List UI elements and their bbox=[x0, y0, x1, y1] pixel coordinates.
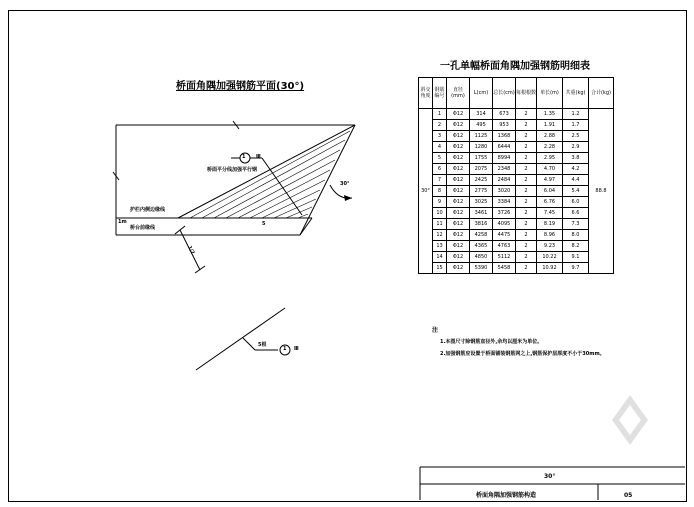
cell-dia: Φ12 bbox=[447, 241, 470, 252]
cell-total: 4475 bbox=[493, 230, 516, 241]
cell-total: 3020 bbox=[493, 186, 516, 197]
cell-count: 2 bbox=[516, 186, 537, 197]
cell-count: 2 bbox=[516, 241, 537, 252]
cell-total: 953 bbox=[493, 120, 516, 131]
cell-no: 9 bbox=[433, 197, 447, 208]
cell-count: 2 bbox=[516, 175, 537, 186]
cell-count: 2 bbox=[516, 142, 537, 153]
header-cell: 每根根数 bbox=[516, 78, 537, 109]
sheet-number: 05 bbox=[624, 492, 633, 499]
table-row bbox=[419, 197, 614, 208]
header-cell: 钢筋编号 bbox=[433, 78, 447, 109]
cell-total: 4095 bbox=[493, 219, 516, 230]
table-row bbox=[419, 263, 614, 274]
cell-wt: 9.7 bbox=[563, 263, 589, 274]
cell-dia: Φ12 bbox=[447, 131, 470, 142]
cell-count: 2 bbox=[516, 109, 537, 120]
plan-title: 桥面角隅加强钢筋平面(30°) bbox=[176, 81, 305, 92]
table-row bbox=[419, 175, 614, 186]
cell-l: 4850 bbox=[470, 252, 493, 263]
cell-l: 3025 bbox=[470, 197, 493, 208]
cell-dia: Φ12 bbox=[447, 219, 470, 230]
watermark-logo bbox=[612, 395, 648, 445]
header-cell: 合计(kg) bbox=[589, 78, 614, 109]
rebar-diagonal bbox=[178, 125, 355, 218]
cell-l: 314 bbox=[470, 109, 493, 120]
table-row bbox=[419, 120, 614, 131]
cell-no: 7 bbox=[433, 175, 447, 186]
cell-l: 1755 bbox=[470, 153, 493, 164]
cell-count: 2 bbox=[516, 153, 537, 164]
cell-dia: Φ12 bbox=[447, 186, 470, 197]
cell-wt: 9.1 bbox=[563, 252, 589, 263]
cell-no: 12 bbox=[433, 230, 447, 241]
table-row bbox=[419, 252, 614, 263]
cell-dia: Φ12 bbox=[447, 197, 470, 208]
table-row bbox=[419, 186, 614, 197]
cell-dia: Φ12 bbox=[447, 109, 470, 120]
cell-total: 1368 bbox=[493, 131, 516, 142]
cell-wt: 1.2 bbox=[563, 109, 589, 120]
note-item: 2.加强钢筋应设置于桥面铺装钢筋网之上,钢筋保护层厚度不小于30mm。 bbox=[440, 351, 605, 357]
cell-wt: 2.5 bbox=[563, 131, 589, 142]
cell-dia: Φ12 bbox=[447, 263, 470, 274]
cell-count: 2 bbox=[516, 219, 537, 230]
cell-dia: Φ12 bbox=[447, 120, 470, 131]
angle-label: 30° bbox=[340, 181, 350, 187]
cell-total: 6444 bbox=[493, 142, 516, 153]
small-dim-label: 1m bbox=[118, 219, 127, 225]
table-title: 一孔单幅桥面角隅加强钢筋明细表 bbox=[440, 61, 590, 72]
cell-l: 3816 bbox=[470, 219, 493, 230]
cell-len: 6.04 bbox=[537, 186, 563, 197]
cell-wt: 3.8 bbox=[563, 153, 589, 164]
header-cell: L(cm) bbox=[470, 78, 493, 109]
cell-count: 2 bbox=[516, 120, 537, 131]
cell-count: 2 bbox=[516, 131, 537, 142]
cell-l: 5390 bbox=[470, 263, 493, 274]
dimension-label: 1/2 bbox=[186, 244, 196, 256]
cell-total: 5458 bbox=[493, 263, 516, 274]
cell-len: 9.23 bbox=[537, 241, 563, 252]
cell-len: 1.35 bbox=[537, 109, 563, 120]
cell-l: 4258 bbox=[470, 230, 493, 241]
cell-l: 3461 bbox=[470, 208, 493, 219]
cell-wt: 4.2 bbox=[563, 164, 589, 175]
cell-count: 2 bbox=[516, 252, 537, 263]
header-cell: 共重(kg) bbox=[563, 78, 589, 109]
cell-wt: 5.4 bbox=[563, 186, 589, 197]
cell-dia: Φ12 bbox=[447, 208, 470, 219]
cell-len: 8.19 bbox=[537, 219, 563, 230]
cell-no: 3 bbox=[433, 131, 447, 142]
cell-len: 2.88 bbox=[537, 131, 563, 142]
cell-count: 2 bbox=[516, 208, 537, 219]
cell-total: 3726 bbox=[493, 208, 516, 219]
cell-no: 1 bbox=[433, 109, 447, 120]
header-cell: 直径(mm) bbox=[447, 78, 470, 109]
angle-cell: 30° bbox=[419, 109, 433, 274]
cell-count: 2 bbox=[516, 230, 537, 241]
total-cell: 88.8 bbox=[589, 109, 614, 274]
rebar-schedule-table bbox=[418, 77, 614, 274]
cell-no: 4 bbox=[433, 142, 447, 153]
detail-leader bbox=[243, 338, 255, 350]
cell-len: 10.22 bbox=[537, 252, 563, 263]
cell-total: 673 bbox=[493, 109, 516, 120]
cell-count: 2 bbox=[516, 164, 537, 175]
parallel-label: 桥面平分线加强平行钢 bbox=[207, 167, 258, 173]
cell-len: 4.97 bbox=[537, 175, 563, 186]
drawing-title: 桥面角隅加强钢筋构造 bbox=[476, 492, 537, 499]
header-cell: 总长(cm) bbox=[493, 78, 516, 109]
note-item: 1.本图尺寸除钢筋直径外,余均以厘米为单位。 bbox=[440, 339, 543, 345]
cell-l: 2425 bbox=[470, 175, 493, 186]
cell-no: 6 bbox=[433, 164, 447, 175]
detail-bar bbox=[196, 308, 285, 370]
cell-l: 495 bbox=[470, 120, 493, 131]
cell-wt: 8.0 bbox=[563, 230, 589, 241]
bar-count-label: 5 bbox=[262, 221, 266, 227]
abutment-corner bbox=[300, 218, 312, 235]
cell-len: 7.45 bbox=[537, 208, 563, 219]
cell-no: 5 bbox=[433, 153, 447, 164]
abutment-label: 桥台前缘线 bbox=[130, 225, 156, 231]
cell-wt: 6.6 bbox=[563, 208, 589, 219]
cell-count: 2 bbox=[516, 197, 537, 208]
table-header-row bbox=[419, 78, 614, 109]
abutment-skew-line bbox=[300, 125, 355, 235]
cell-no: 14 bbox=[433, 252, 447, 263]
cell-dia: Φ12 bbox=[447, 164, 470, 175]
cell-l: 2075 bbox=[470, 164, 493, 175]
dimension-tick bbox=[195, 266, 205, 273]
bar-mark-suffix: Ⅲ bbox=[256, 154, 261, 160]
table-row bbox=[419, 142, 614, 153]
table-row bbox=[419, 241, 614, 252]
cell-total: 8994 bbox=[493, 153, 516, 164]
table-row bbox=[419, 109, 614, 120]
detail-mark-number: 1 bbox=[283, 346, 287, 352]
cell-wt: 1.7 bbox=[563, 120, 589, 131]
table-row bbox=[419, 153, 614, 164]
cell-l: 2775 bbox=[470, 186, 493, 197]
bar-mark-number: 1 bbox=[242, 154, 246, 160]
cell-dia: Φ12 bbox=[447, 153, 470, 164]
cell-dia: Φ12 bbox=[447, 230, 470, 241]
cell-total: 2484 bbox=[493, 175, 516, 186]
cell-no: 2 bbox=[433, 120, 447, 131]
cell-dia: Φ12 bbox=[447, 252, 470, 263]
cell-no: 15 bbox=[433, 263, 447, 274]
cell-total: 2348 bbox=[493, 164, 516, 175]
header-cell: 斜交角度 bbox=[419, 78, 433, 109]
cell-dia: Φ12 bbox=[447, 175, 470, 186]
cell-total: 3384 bbox=[493, 197, 516, 208]
table-row bbox=[419, 219, 614, 230]
cell-len: 1.91 bbox=[537, 120, 563, 131]
header-cell: 单长(m) bbox=[537, 78, 563, 109]
cell-no: 13 bbox=[433, 241, 447, 252]
cell-no: 10 bbox=[433, 208, 447, 219]
notes-heading: 注 bbox=[432, 327, 439, 334]
cell-total: 4763 bbox=[493, 241, 516, 252]
table-row bbox=[419, 230, 614, 241]
cell-count: 2 bbox=[516, 263, 537, 274]
title-block-angle: 30° bbox=[544, 473, 556, 480]
cell-l: 4365 bbox=[470, 241, 493, 252]
cell-no: 11 bbox=[433, 219, 447, 230]
cell-l: 1125 bbox=[470, 131, 493, 142]
cell-l: 1280 bbox=[470, 142, 493, 153]
cell-wt: 7.3 bbox=[563, 219, 589, 230]
cell-wt: 6.0 bbox=[563, 197, 589, 208]
cell-wt: 2.9 bbox=[563, 142, 589, 153]
angle-arrow bbox=[344, 195, 352, 201]
cell-len: 2.28 bbox=[537, 142, 563, 153]
table-row bbox=[419, 208, 614, 219]
detail-label: 5根 bbox=[258, 342, 267, 348]
table-row bbox=[419, 164, 614, 175]
table-row bbox=[419, 131, 614, 142]
cell-wt: 8.2 bbox=[563, 241, 589, 252]
cell-len: 8.96 bbox=[537, 230, 563, 241]
rebar-hatching bbox=[190, 131, 350, 218]
cell-len: 10.92 bbox=[537, 263, 563, 274]
cell-wt: 4.4 bbox=[563, 175, 589, 186]
cell-total: 5112 bbox=[493, 252, 516, 263]
dimension-tick bbox=[175, 226, 185, 234]
cell-len: 4.70 bbox=[537, 164, 563, 175]
detail-mark-suffix: Ⅲ bbox=[294, 346, 299, 352]
guardrail-label: 护栏内侧边缘线 bbox=[130, 207, 166, 213]
cell-dia: Φ12 bbox=[447, 142, 470, 153]
cell-len: 2.95 bbox=[537, 153, 563, 164]
cell-len: 6.76 bbox=[537, 197, 563, 208]
cell-no: 8 bbox=[433, 186, 447, 197]
